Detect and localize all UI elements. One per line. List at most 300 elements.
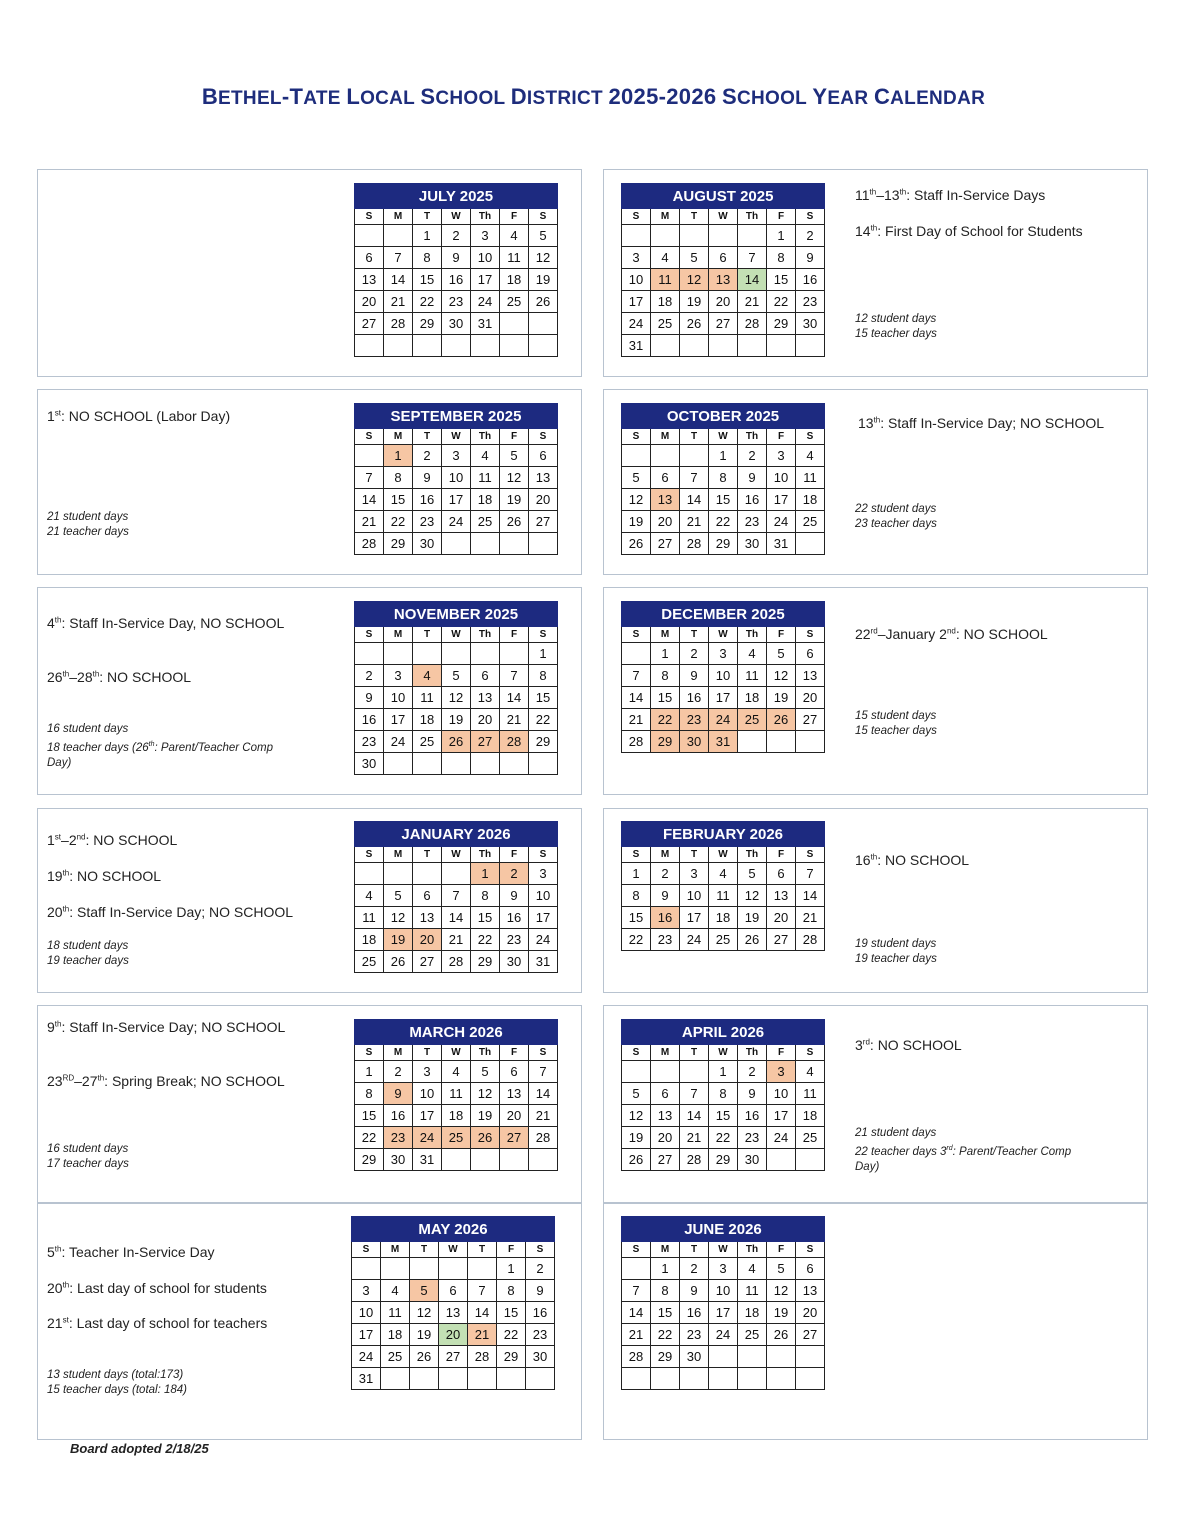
empty-day-cell bbox=[651, 1061, 680, 1083]
weekday-header: S bbox=[529, 627, 558, 643]
day-cell: 3 bbox=[709, 643, 738, 665]
day-cell: 12 bbox=[442, 687, 471, 709]
day-cell: 14 bbox=[355, 489, 384, 511]
day-cell: 3 bbox=[529, 863, 558, 885]
page-title: BETHEL-TATE LOCAL SCHOOL DISTRICT 2025-2026 SCHOOL YEAR CALENDAR bbox=[201, 84, 986, 109]
empty-day-cell bbox=[413, 643, 442, 665]
day-cell: 24 bbox=[471, 291, 500, 313]
day-cell: 10 bbox=[709, 1280, 738, 1302]
day-cell: 19 bbox=[442, 709, 471, 731]
empty-day-cell bbox=[410, 1368, 439, 1390]
day-cell: 29 bbox=[709, 533, 738, 555]
day-cell: 20 bbox=[355, 291, 384, 313]
day-cell: 9 bbox=[413, 467, 442, 489]
empty-day-cell bbox=[355, 863, 384, 885]
day-cell: 5 bbox=[410, 1280, 439, 1302]
day-cell: 10 bbox=[471, 247, 500, 269]
day-cell: 14 bbox=[680, 1105, 709, 1127]
day-cell: 29 bbox=[651, 731, 680, 753]
day-cell: 28 bbox=[355, 533, 384, 555]
day-cell: 2 bbox=[384, 1061, 413, 1083]
weekday-header: M bbox=[651, 847, 680, 863]
day-cell: 17 bbox=[384, 709, 413, 731]
note-nov-inservice: 4th: Staff In-Service Day, NO SCHOOL bbox=[47, 615, 285, 631]
empty-day-cell bbox=[529, 313, 558, 335]
empty-day-cell bbox=[709, 1368, 738, 1390]
calendar-january-2026 bbox=[354, 821, 558, 973]
empty-day-cell bbox=[413, 753, 442, 775]
empty-day-cell bbox=[738, 731, 767, 753]
day-cell: 19 bbox=[622, 511, 651, 533]
day-cell: 9 bbox=[500, 885, 529, 907]
day-cell: 11 bbox=[471, 467, 500, 489]
day-cell: 19 bbox=[384, 929, 413, 951]
weekday-header: F bbox=[500, 429, 529, 445]
day-cell: 22 bbox=[651, 1324, 680, 1346]
day-cell: 21 bbox=[500, 709, 529, 731]
day-cell: 24 bbox=[622, 313, 651, 335]
day-cell: 29 bbox=[651, 1346, 680, 1368]
day-cell: 12 bbox=[529, 247, 558, 269]
day-cell: 1 bbox=[355, 1061, 384, 1083]
day-cell: 17 bbox=[413, 1105, 442, 1127]
weekday-header: F bbox=[500, 627, 529, 643]
empty-day-cell bbox=[529, 533, 558, 555]
day-cell: 9 bbox=[680, 665, 709, 687]
day-cell: 5 bbox=[622, 467, 651, 489]
weekday-header: Th bbox=[471, 209, 500, 225]
day-cell: 21 bbox=[680, 1127, 709, 1149]
day-cell: 4 bbox=[413, 665, 442, 687]
weekday-header: F bbox=[500, 1045, 529, 1061]
day-cell: 25 bbox=[500, 291, 529, 313]
week-row bbox=[622, 709, 825, 731]
day-cell: 7 bbox=[384, 247, 413, 269]
day-cell: 2 bbox=[413, 445, 442, 467]
weekday-header: T bbox=[680, 847, 709, 863]
day-cell: 23 bbox=[526, 1324, 555, 1346]
day-cell: 7 bbox=[500, 665, 529, 687]
weekday-header: M bbox=[384, 429, 413, 445]
day-cell: 21 bbox=[622, 1324, 651, 1346]
week-row bbox=[355, 533, 558, 555]
week-row bbox=[622, 445, 825, 467]
day-cell: 19 bbox=[500, 489, 529, 511]
day-cell: 7 bbox=[622, 1280, 651, 1302]
empty-day-cell bbox=[381, 1258, 410, 1280]
weekday-header: W bbox=[709, 1242, 738, 1258]
empty-day-cell bbox=[468, 1258, 497, 1280]
day-cell: 5 bbox=[680, 247, 709, 269]
weekday-header: Th bbox=[738, 429, 767, 445]
day-cell: 9 bbox=[384, 1083, 413, 1105]
weekday-header: M bbox=[384, 1045, 413, 1061]
weekday-header: M bbox=[381, 1242, 410, 1258]
weekday-header: F bbox=[497, 1242, 526, 1258]
day-cell: 4 bbox=[651, 247, 680, 269]
weekday-header: W bbox=[442, 847, 471, 863]
day-cell: 10 bbox=[622, 269, 651, 291]
empty-day-cell bbox=[471, 533, 500, 555]
day-cell: 26 bbox=[767, 709, 796, 731]
empty-day-cell bbox=[709, 335, 738, 357]
day-cell: 10 bbox=[767, 467, 796, 489]
day-cell: 27 bbox=[767, 929, 796, 951]
day-cell: 23 bbox=[384, 1127, 413, 1149]
empty-day-cell bbox=[442, 863, 471, 885]
day-cell: 31 bbox=[622, 335, 651, 357]
day-cell: 28 bbox=[622, 1346, 651, 1368]
weekday-header: T bbox=[413, 209, 442, 225]
day-cell: 27 bbox=[796, 1324, 825, 1346]
day-cell: 16 bbox=[651, 907, 680, 929]
day-cell: 8 bbox=[651, 665, 680, 687]
day-cell: 9 bbox=[796, 247, 825, 269]
week-row bbox=[622, 1302, 825, 1324]
day-cell: 4 bbox=[738, 643, 767, 665]
calendar-november-2025 bbox=[354, 601, 558, 775]
empty-day-cell bbox=[529, 753, 558, 775]
weekday-header: M bbox=[384, 209, 413, 225]
weekday-header: W bbox=[439, 1242, 468, 1258]
day-cell: 19 bbox=[767, 1302, 796, 1324]
day-cell: 13 bbox=[529, 467, 558, 489]
month-title: AUGUST 2025 bbox=[622, 184, 825, 209]
day-cell: 4 bbox=[500, 225, 529, 247]
empty-day-cell bbox=[442, 643, 471, 665]
empty-day-cell bbox=[497, 1368, 526, 1390]
empty-day-cell bbox=[413, 863, 442, 885]
day-cell: 6 bbox=[471, 665, 500, 687]
empty-day-cell bbox=[680, 1368, 709, 1390]
note-jan-mlk: 19th: NO SCHOOL bbox=[47, 868, 162, 884]
day-cell: 17 bbox=[680, 907, 709, 929]
day-cell: 15 bbox=[355, 1105, 384, 1127]
day-cell: 14 bbox=[680, 489, 709, 511]
day-cell: 11 bbox=[381, 1302, 410, 1324]
empty-day-cell bbox=[680, 445, 709, 467]
day-cell: 6 bbox=[796, 643, 825, 665]
week-row bbox=[355, 247, 558, 269]
day-cell: 10 bbox=[529, 885, 558, 907]
day-cell: 3 bbox=[384, 665, 413, 687]
day-cell: 15 bbox=[651, 687, 680, 709]
week-row bbox=[622, 1280, 825, 1302]
empty-day-cell bbox=[384, 643, 413, 665]
week-row bbox=[622, 907, 825, 929]
day-cell: 15 bbox=[622, 907, 651, 929]
day-cell: 18 bbox=[738, 687, 767, 709]
weekday-header: Th bbox=[471, 1045, 500, 1061]
board-adopted-footer: Board adopted 2/18/25 bbox=[70, 1441, 209, 1456]
day-cell: 26 bbox=[767, 1324, 796, 1346]
day-cell: 28 bbox=[468, 1346, 497, 1368]
day-cell: 13 bbox=[767, 885, 796, 907]
weekday-header: S bbox=[622, 1242, 651, 1258]
week-row bbox=[355, 907, 558, 929]
sep-day-counts: 21 student days 21 teacher days bbox=[47, 511, 129, 538]
day-cell: 21 bbox=[738, 291, 767, 313]
day-cell: 28 bbox=[738, 313, 767, 335]
day-cell: 30 bbox=[680, 731, 709, 753]
empty-day-cell bbox=[468, 1368, 497, 1390]
day-cell: 24 bbox=[442, 511, 471, 533]
day-cell: 25 bbox=[796, 511, 825, 533]
day-cell: 22 bbox=[413, 291, 442, 313]
note-nov-thanksgiving: 26th–28th: NO SCHOOL bbox=[47, 669, 192, 685]
day-cell: 7 bbox=[738, 247, 767, 269]
week-row bbox=[355, 951, 558, 973]
day-cell: 8 bbox=[413, 247, 442, 269]
day-cell: 26 bbox=[384, 951, 413, 973]
week-row bbox=[355, 643, 558, 665]
day-cell: 26 bbox=[410, 1346, 439, 1368]
day-cell: 16 bbox=[500, 907, 529, 929]
day-cell: 28 bbox=[680, 1149, 709, 1171]
day-cell: 11 bbox=[413, 687, 442, 709]
weekday-header: M bbox=[651, 209, 680, 225]
week-row bbox=[622, 1127, 825, 1149]
day-cell: 23 bbox=[500, 929, 529, 951]
weekday-header: F bbox=[767, 209, 796, 225]
week-row bbox=[622, 269, 825, 291]
day-cell: 22 bbox=[709, 1127, 738, 1149]
week-row bbox=[622, 1083, 825, 1105]
note-dec-winter-break: 22rd–January 2nd: NO SCHOOL bbox=[855, 626, 1048, 642]
week-row bbox=[622, 643, 825, 665]
day-cell: 18 bbox=[500, 269, 529, 291]
weekday-header: T bbox=[413, 847, 442, 863]
week-row bbox=[622, 885, 825, 907]
day-cell: 12 bbox=[767, 665, 796, 687]
weekday-header: W bbox=[709, 847, 738, 863]
weekday-header: S bbox=[622, 627, 651, 643]
empty-day-cell bbox=[500, 313, 529, 335]
day-cell: 5 bbox=[767, 1258, 796, 1280]
day-cell: 7 bbox=[468, 1280, 497, 1302]
weekday-header: T bbox=[680, 1045, 709, 1061]
day-cell: 5 bbox=[442, 665, 471, 687]
week-row bbox=[622, 291, 825, 313]
week-row bbox=[355, 1061, 558, 1083]
day-cell: 21 bbox=[622, 709, 651, 731]
day-cell: 4 bbox=[796, 1061, 825, 1083]
empty-day-cell bbox=[767, 1149, 796, 1171]
day-cell: 8 bbox=[497, 1280, 526, 1302]
day-cell: 19 bbox=[410, 1324, 439, 1346]
week-row bbox=[622, 1346, 825, 1368]
empty-day-cell bbox=[442, 753, 471, 775]
day-cell: 3 bbox=[442, 445, 471, 467]
empty-day-cell bbox=[622, 1061, 651, 1083]
day-cell: 9 bbox=[526, 1280, 555, 1302]
calendar-march-2026 bbox=[354, 1019, 558, 1171]
empty-day-cell bbox=[622, 445, 651, 467]
day-cell: 21 bbox=[796, 907, 825, 929]
day-cell: 2 bbox=[500, 863, 529, 885]
weekday-header: S bbox=[796, 627, 825, 643]
day-cell: 15 bbox=[497, 1302, 526, 1324]
day-cell: 20 bbox=[529, 489, 558, 511]
day-cell: 8 bbox=[529, 665, 558, 687]
week-row bbox=[355, 687, 558, 709]
day-cell: 18 bbox=[796, 489, 825, 511]
day-cell: 20 bbox=[471, 709, 500, 731]
day-cell: 20 bbox=[413, 929, 442, 951]
note-aug-first-day: 14th: First Day of School for Students bbox=[855, 223, 1083, 239]
day-cell: 15 bbox=[767, 269, 796, 291]
calendar-october-2025 bbox=[621, 403, 825, 555]
day-cell: 16 bbox=[796, 269, 825, 291]
empty-day-cell bbox=[738, 335, 767, 357]
day-cell: 14 bbox=[529, 1083, 558, 1105]
empty-day-cell bbox=[442, 533, 471, 555]
day-cell: 17 bbox=[767, 1105, 796, 1127]
day-cell: 17 bbox=[352, 1324, 381, 1346]
week-row bbox=[355, 291, 558, 313]
week-row bbox=[622, 1258, 825, 1280]
day-cell: 25 bbox=[381, 1346, 410, 1368]
week-row bbox=[355, 1149, 558, 1171]
day-cell: 1 bbox=[651, 643, 680, 665]
empty-day-cell bbox=[410, 1258, 439, 1280]
empty-day-cell bbox=[442, 1149, 471, 1171]
empty-day-cell bbox=[738, 1346, 767, 1368]
calendar-may-2026 bbox=[351, 1216, 555, 1390]
empty-day-cell bbox=[439, 1368, 468, 1390]
day-cell: 15 bbox=[384, 489, 413, 511]
day-cell: 5 bbox=[738, 863, 767, 885]
day-cell: 20 bbox=[796, 1302, 825, 1324]
day-cell: 18 bbox=[709, 907, 738, 929]
day-cell: 6 bbox=[651, 1083, 680, 1105]
day-cell: 10 bbox=[413, 1083, 442, 1105]
day-cell: 2 bbox=[651, 863, 680, 885]
day-cell: 17 bbox=[709, 1302, 738, 1324]
day-cell: 13 bbox=[796, 1280, 825, 1302]
day-cell: 10 bbox=[352, 1302, 381, 1324]
empty-day-cell bbox=[680, 1061, 709, 1083]
day-cell: 11 bbox=[738, 665, 767, 687]
day-cell: 8 bbox=[355, 1083, 384, 1105]
week-row bbox=[622, 1105, 825, 1127]
day-cell: 19 bbox=[529, 269, 558, 291]
day-cell: 13 bbox=[651, 1105, 680, 1127]
day-cell: 18 bbox=[471, 489, 500, 511]
empty-day-cell bbox=[796, 533, 825, 555]
day-cell: 20 bbox=[439, 1324, 468, 1346]
empty-day-cell bbox=[381, 1368, 410, 1390]
day-cell: 30 bbox=[442, 313, 471, 335]
day-cell: 29 bbox=[355, 1149, 384, 1171]
day-cell: 31 bbox=[413, 1149, 442, 1171]
empty-day-cell bbox=[622, 1368, 651, 1390]
week-row bbox=[355, 335, 558, 357]
week-row bbox=[352, 1302, 555, 1324]
month-title: JANUARY 2026 bbox=[355, 822, 558, 847]
day-cell: 24 bbox=[413, 1127, 442, 1149]
day-cell: 23 bbox=[355, 731, 384, 753]
day-cell: 23 bbox=[738, 1127, 767, 1149]
weekday-header: M bbox=[651, 1045, 680, 1061]
day-cell: 5 bbox=[767, 643, 796, 665]
weekday-header: S bbox=[355, 1045, 384, 1061]
empty-day-cell bbox=[384, 753, 413, 775]
weekday-header: S bbox=[526, 1242, 555, 1258]
weekday-header: S bbox=[355, 209, 384, 225]
day-cell: 22 bbox=[497, 1324, 526, 1346]
weekday-header: M bbox=[384, 627, 413, 643]
day-cell: 25 bbox=[651, 313, 680, 335]
empty-day-cell bbox=[471, 753, 500, 775]
empty-day-cell bbox=[500, 753, 529, 775]
day-cell: 5 bbox=[622, 1083, 651, 1105]
day-cell: 23 bbox=[680, 709, 709, 731]
day-cell: 16 bbox=[680, 1302, 709, 1324]
day-cell: 23 bbox=[738, 511, 767, 533]
empty-day-cell bbox=[796, 1368, 825, 1390]
empty-day-cell bbox=[384, 225, 413, 247]
weekday-header: M bbox=[651, 1242, 680, 1258]
empty-day-cell bbox=[651, 1368, 680, 1390]
week-row bbox=[352, 1346, 555, 1368]
day-cell: 16 bbox=[738, 1105, 767, 1127]
day-cell: 4 bbox=[796, 445, 825, 467]
day-cell: 12 bbox=[384, 907, 413, 929]
day-cell: 12 bbox=[471, 1083, 500, 1105]
day-cell: 9 bbox=[355, 687, 384, 709]
weekday-header: Th bbox=[738, 209, 767, 225]
day-cell: 7 bbox=[529, 1061, 558, 1083]
day-cell: 27 bbox=[500, 1127, 529, 1149]
day-cell: 31 bbox=[471, 313, 500, 335]
day-cell: 14 bbox=[442, 907, 471, 929]
day-cell: 19 bbox=[680, 291, 709, 313]
day-cell: 27 bbox=[651, 533, 680, 555]
day-cell: 4 bbox=[471, 445, 500, 467]
day-cell: 25 bbox=[471, 511, 500, 533]
week-row bbox=[355, 885, 558, 907]
day-cell: 5 bbox=[384, 885, 413, 907]
day-cell: 14 bbox=[468, 1302, 497, 1324]
day-cell: 11 bbox=[651, 269, 680, 291]
week-row bbox=[352, 1280, 555, 1302]
day-cell: 12 bbox=[410, 1302, 439, 1324]
weekday-header: M bbox=[651, 627, 680, 643]
day-cell: 20 bbox=[796, 687, 825, 709]
day-cell: 12 bbox=[622, 489, 651, 511]
day-cell: 10 bbox=[709, 665, 738, 687]
day-cell: 22 bbox=[709, 511, 738, 533]
day-cell: 15 bbox=[413, 269, 442, 291]
day-cell: 30 bbox=[738, 533, 767, 555]
day-cell: 8 bbox=[709, 1083, 738, 1105]
day-cell: 29 bbox=[767, 313, 796, 335]
day-cell: 1 bbox=[709, 1061, 738, 1083]
day-cell: 5 bbox=[529, 225, 558, 247]
day-cell: 20 bbox=[500, 1105, 529, 1127]
day-cell: 28 bbox=[442, 951, 471, 973]
week-row bbox=[622, 489, 825, 511]
day-cell: 3 bbox=[622, 247, 651, 269]
week-row bbox=[355, 445, 558, 467]
day-cell: 4 bbox=[709, 863, 738, 885]
empty-day-cell bbox=[529, 335, 558, 357]
weekday-header: S bbox=[622, 847, 651, 863]
day-cell: 8 bbox=[709, 467, 738, 489]
note-jan-inservice: 20th: Staff In-Service Day; NO SCHOOL bbox=[47, 904, 294, 920]
weekday-header: S bbox=[529, 429, 558, 445]
